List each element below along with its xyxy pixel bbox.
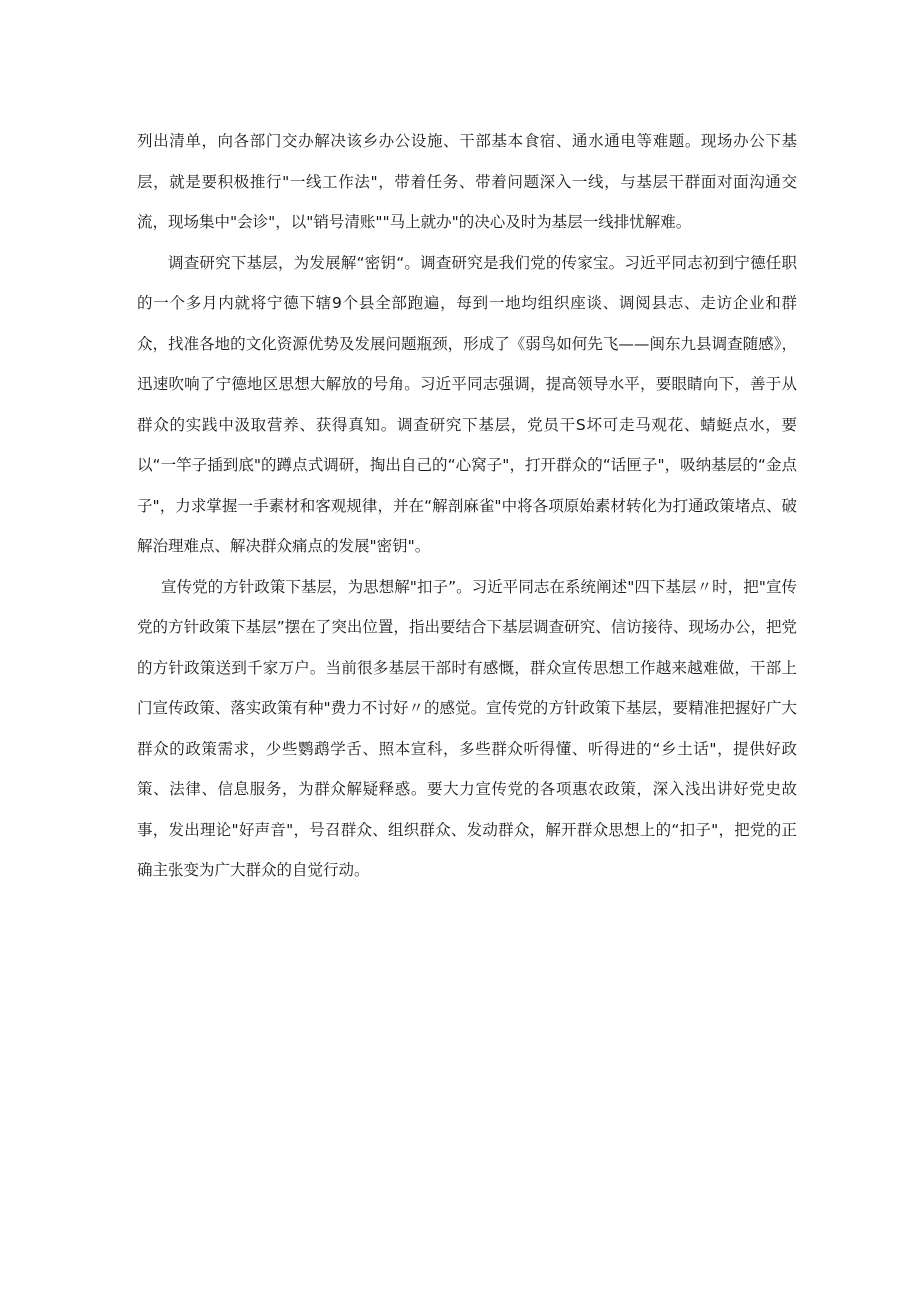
paragraph-policy-promotion: 宣传党的方针政策下基层，为思想解"扣子”。习近平同志在系统阐述"四下基层〃时，把"宣传党的方针政策下基层”摆在了突出位置，指出要结合下基层调查研究、信访接待、现场办公，把党的方针政策送到千家万户。当前很多基层干部时有感慨，群众宣传思想工作越来越难做，干部上门宣传政策、落实政策有种"费力不讨好〃的感觉。宣传党的方针政策下基层，要精准把握好广大群众的政策需求，少些鹦鹉学舌、照本宣科，多些群众听得懂、听得进的“乡土话"，提供好政策、法律、信息服务，为群众解疑释惑。要大力宣传党的各项惠农政策，深入浅出讲好党史故事，发出理论"好声音"，号召群众、组织群众、发动群众，解开群众思想上的“扣子"，把党的正确主张变为广大群众的自觉行动。: [137, 577, 797, 879]
paragraph-field-office: 列出清单，向各部门交办解决该乡办公设施、干部基本食宿、通水通电等难题。现场办公下基层，就是要积极推行"一线工作法"，带着任务、带着问题深入一线，与基层干群面对面沟通交流，现场集中"会诊"，以"销号清账""马上就办"的决心及时为基层一线排忧解难。: [137, 132, 797, 231]
document-body: [137, 121, 797, 891]
paragraph-research: 调查研究下基层，为发展解“密钥“。调查研究是我们党的传家宝。习近平同志初到宁德任职的一个多月内就将宁德下辖9个县全部跑遍，每到一地均组织座谈、调阅县志、走访企业和群众，找准各地的文化资源优势及发展问题瓶颈，形成了《弱鸟如何先飞——闽东九县调查随感》，迅速吹响了宁德地区思想大解放的号角。习近平同志强调，提高领导水平，要眼睛向下，善于从群众的实践中汲取营养、获得真知。调查研究下基层，党员干S坏可走马观花、蜻蜓点水，要以“一竿子插到底"的蹲点式调研，掏出自己的“心窝子"，打开群众的“话匣子"，吸纳基层的“金点子"，力求掌握一手素材和客观规律，并在“解剖麻雀"中将各项原始素材转化为打通政策堵点、破解治理难点、解决群众痛点的发展"密钥"。: [137, 253, 797, 555]
